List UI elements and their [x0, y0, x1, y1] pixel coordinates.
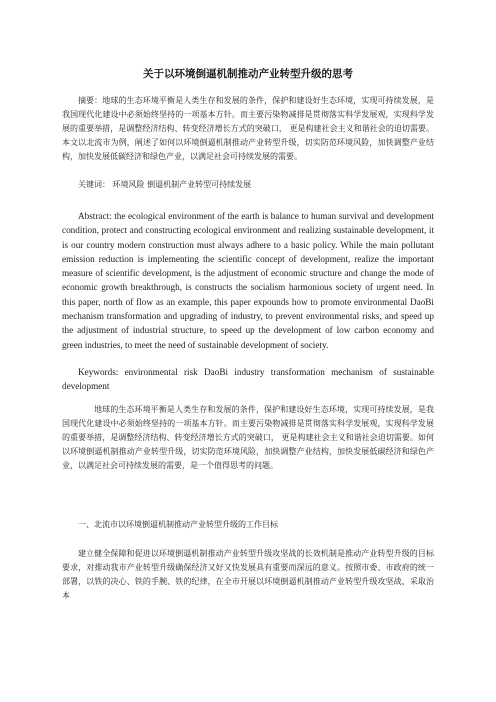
- english-keywords: Keywords: environmental risk DaoBi industry transformation mechanism of sustainable development: [62, 367, 434, 392]
- paper-title: 关于以环境倒逼机制推动产业转型升级的思考: [143, 68, 353, 80]
- section-1-heading: 一、北流市以环境倒逼机制推动产业转型升级的工作目标: [78, 520, 278, 529]
- introduction-paragraph: 地球的生态环境平衡是人类生存和发展的条件，保护和建设好生态环境，实现可持续发展，是我国现代化建设中必须始终坚持的一项基本方针。而主要污染物减排是贯彻落实科学发展观，实现科学发展的重要举措，是调整经济结构、转变经济增长方式的突破口， 更是构建社会主义和谐社会迫切需要。如何以环境倒逼机制推动产业转型升级，切实防范环境风险，加快调整产业结构，加快发展低碳经济和绿色产业，以满足社会可持续发展的需要，是一个值得思考的问题。: [62, 405, 434, 470]
- chinese-abstract: 摘要：地球的生态环境平衡是人类生存和发展的条件，保护和建设好生态环境，实现可持续发展，是我国现代化建设中必须始终坚持的一项基本方针。而主要污染物减排是贯彻落实科学发展观，实现科学发展的重要举措，是调整经济结构、转变经济增长方式的突破口， 更是构建社会主义和谐社会的迫切需要。本文以北流市为例，阐述了如何以环境倒逼机制推动产业转型升级，切实防范环境风险，加快调整产业结构，加快发展低碳经济和绿色产业，以满足社会可持续发展的需要。: [62, 96, 434, 161]
- section-1-paragraph: 建立健全保障和促进以环境倒逼机制推动产业转型升级攻坚战的长效机制是推动产业转型升级的目标要求，对推动我市产业转型升级确保经济又好又快发展具有重要而深远的意义。按照市委、市政府的统一部署，以铁的决心、铁的手腕、铁的纪律，在全市开展以环境倒逼机制推动产业转型升级攻坚战，采取治本: [62, 549, 434, 600]
- english-abstract: Abstract: the ecological environment of the earth is balance to human survival and development condition, protect and constructing ecological environment and realizing sustainable development, it is our country modern construction must always adhere to a basic policy. While the main pollutant emission reduction is implementing the scientific concept of development, realize the important measure of scientific development, is the adjustment of economic structure and change the mode of economic growth breakthrough, is constructs the socialism harmonious society of urgent need. In this paper, north of flow as an example, this paper expounds how to promote environmental DaoBi mechanism transformation and upgrading of industry, to prevent environmental risks, and speed up the adjustment of industrial structure, to speed up the development of low carbon economy and green industries, to meet the need of sustainable development of society.: [62, 211, 434, 350]
- chinese-keywords: 关键词： 环境风险 倒逼机制产业转型可持续发展: [78, 180, 252, 189]
